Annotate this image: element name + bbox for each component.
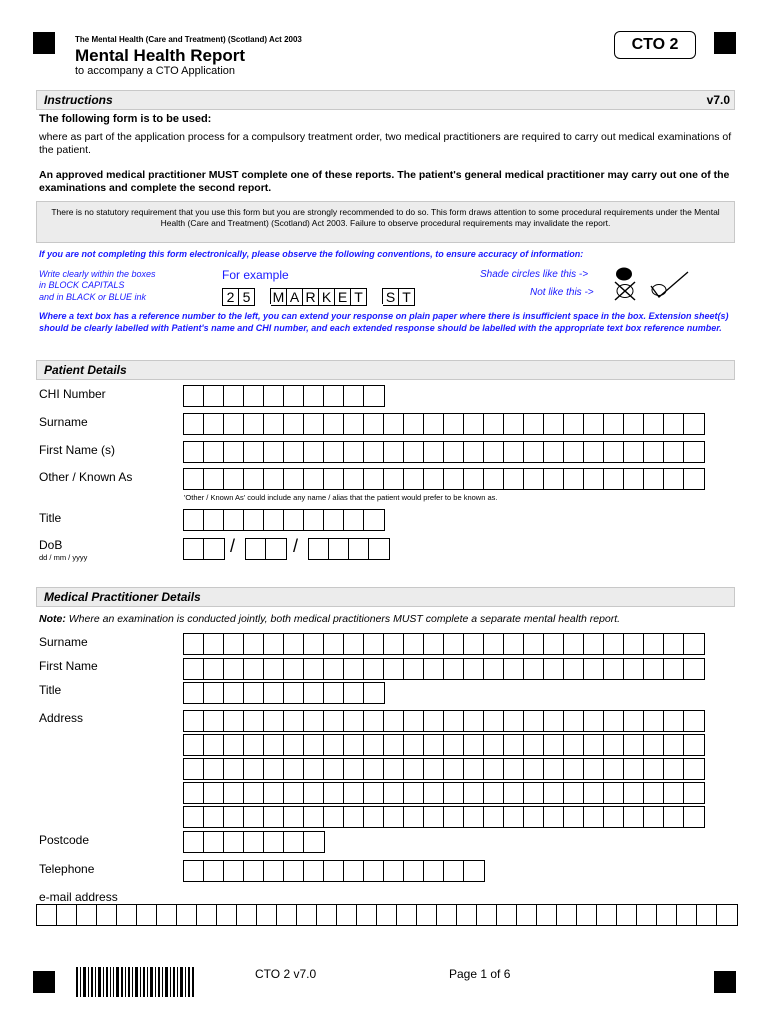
example-char: A: [287, 288, 303, 306]
footer-form-version: CTO 2 v7.0: [255, 967, 317, 981]
note-label: Note:: [39, 613, 66, 625]
example-char: E: [335, 288, 351, 306]
page-title: Mental Health Report: [75, 46, 246, 65]
example-char: 5: [239, 288, 255, 306]
patient-title-field[interactable]: [183, 509, 385, 531]
example-boxes: [222, 288, 415, 306]
example-char: [367, 288, 383, 304]
note-text: Where an examination is conducted jointly, both medical practitioners MUST complete a separate mental health report.: [68, 613, 621, 625]
dob-format: dd / mm / yyyy: [39, 553, 88, 562]
not-like-label: Not like this ->: [530, 287, 594, 298]
patient-surname-field[interactable]: [183, 413, 705, 435]
practitioner-first-name-field[interactable]: [183, 658, 705, 680]
example-char: [255, 288, 271, 304]
practitioner-first-name-label: First Name: [39, 659, 98, 673]
crossed-circle-icon: [612, 281, 638, 301]
dob-label: DoB: [39, 538, 63, 552]
filled-circle-icon: [614, 266, 634, 282]
registration-mark-top-left: [33, 32, 55, 54]
example-char: S: [383, 288, 399, 306]
practitioner-title-field[interactable]: [183, 682, 385, 704]
footer-page-number: Page 1 of 6: [449, 967, 511, 981]
page-subtitle: to accompany a CTO Application: [75, 65, 235, 77]
address-line-4[interactable]: [183, 782, 705, 804]
reference-note: Where a text box has a reference number to the left, you can extend your response on plain paper where there is insufficient space in the box. Extension sheet(s) should be clearly labelled with Patient's name and CHI number, and each extended response should be labelled with the appropriate text box reference number.: [39, 311, 729, 333]
instructions-heading-label: Instructions: [44, 93, 113, 107]
dob-year-field[interactable]: [308, 538, 390, 560]
dob-slash-1: /: [230, 536, 236, 556]
telephone-label: Telephone: [39, 862, 95, 876]
address-line-3[interactable]: [183, 758, 705, 780]
patient-surname-label: Surname: [39, 415, 88, 429]
chi-number-field[interactable]: [183, 385, 385, 407]
version-label: v7.0: [706, 93, 730, 107]
chi-number-label: CHI Number: [39, 387, 106, 401]
shade-label: Shade circles like this ->: [480, 269, 589, 280]
email-label: e-mail address: [39, 890, 118, 904]
example-char: K: [319, 288, 335, 306]
patient-details-heading: Patient Details: [36, 360, 735, 380]
dob-slash-2: /: [293, 536, 299, 556]
statutory-box: There is no statutory requirement that you use this form but you are strongly recommended to do so. This form draws attention to some procedural requirements under the Mental Health (Care and Treatment) (Scotland) Act 2003. Failure to observe procedural requirements may invalidate the report.: [36, 201, 735, 243]
patient-other-name-label: Other / Known As: [39, 470, 133, 484]
address-line-5[interactable]: [183, 806, 705, 828]
practitioner-title-label: Title: [39, 683, 62, 697]
usage-heading: The following form is to be used:: [39, 113, 212, 125]
example-char: T: [351, 288, 367, 306]
registration-mark-top-right: [714, 32, 736, 54]
patient-first-name-field[interactable]: [183, 441, 705, 463]
address-line-2[interactable]: [183, 734, 705, 756]
write-line-3: and in BLACK or BLUE ink: [39, 292, 147, 302]
for-example-label: For example: [222, 268, 289, 282]
write-line-2: in BLOCK CAPITALS: [39, 280, 125, 290]
approved-text: An approved medical practitioner MUST complete one of these reports. The patient's general medical practitioner may carry out one of the examinations and complete the second report.: [39, 169, 730, 194]
conventions-text: If you are not completing this form electronically, please observe the following conventions, to ensure accuracy of information:: [39, 249, 584, 259]
email-field[interactable]: [36, 904, 738, 926]
postcode-field[interactable]: [183, 831, 325, 853]
telephone-field[interactable]: [183, 860, 485, 882]
act-title: The Mental Health (Care and Treatment) (Scotland) Act 2003: [75, 35, 302, 44]
example-char: T: [399, 288, 415, 306]
patient-first-name-label: First Name (s): [39, 443, 115, 457]
dob-day-field[interactable]: [183, 538, 225, 560]
address-line-1[interactable]: [183, 710, 705, 732]
form-code-badge: CTO 2: [614, 31, 696, 59]
example-char: R: [303, 288, 319, 306]
write-line-1: Write clearly within the boxes: [39, 269, 156, 279]
patient-other-name-field[interactable]: [183, 468, 705, 490]
other-name-note: 'Other / Known As' could include any name / alias that the patient would prefer to be known as.: [184, 493, 498, 502]
barcode: [76, 967, 194, 997]
usage-text: where as part of the application process for a compulsory treatment order, two medical practitioners are required to carry out medical examinations of the patient.: [39, 131, 732, 156]
instructions-heading: [36, 90, 735, 110]
address-label: Address: [39, 711, 84, 725]
registration-mark-bottom-left: [33, 971, 55, 993]
example-char: M: [271, 288, 287, 306]
practitioner-surname-label: Surname: [39, 635, 88, 649]
practitioner-details-heading: Medical Practitioner Details: [36, 587, 735, 607]
practitioner-note: [39, 613, 620, 625]
postcode-label: Postcode: [39, 833, 90, 847]
dob-month-field[interactable]: [245, 538, 287, 560]
example-char: 2: [222, 288, 239, 306]
registration-mark-bottom-right: [714, 971, 736, 993]
tick-circle-icon: [646, 270, 692, 300]
practitioner-surname-field[interactable]: [183, 633, 705, 655]
patient-title-label: Title: [39, 511, 62, 525]
